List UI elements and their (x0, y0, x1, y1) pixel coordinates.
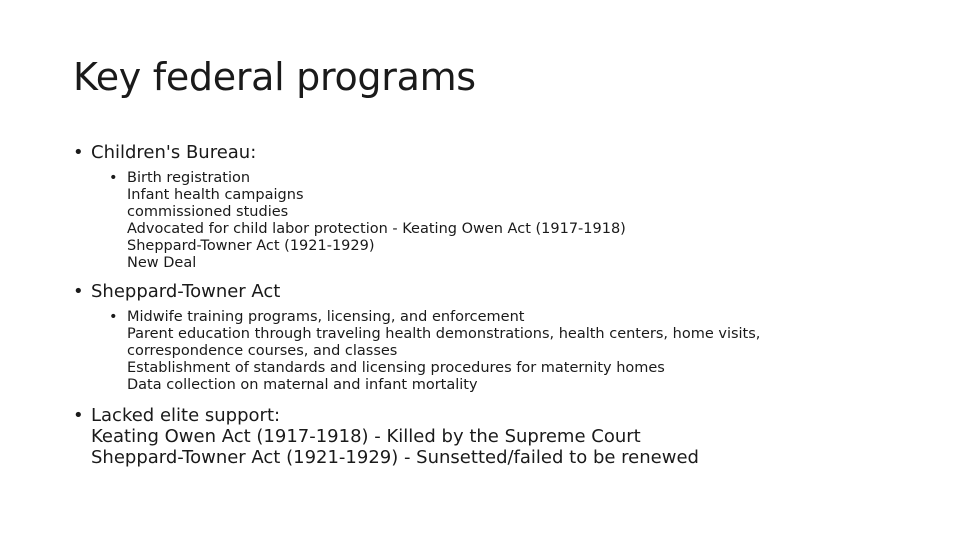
sub-line: Data collection on maternal and infant mortality (127, 377, 478, 393)
sub-line: Midwife training programs, licensing, and enforcement (127, 309, 525, 325)
bullet-dot: • (73, 405, 84, 426)
bullet-dot: • (109, 170, 118, 186)
bullet-heading: Lacked elite support: (91, 405, 281, 426)
sub-bullet-sheppard-towner (109, 309, 933, 394)
bullet-sheppard-towner (73, 281, 933, 302)
slide-body (73, 142, 933, 468)
sub-line: Parent education through traveling health demonstrations, health centers, home visits, (127, 326, 761, 342)
bullet-continuation: Keating Owen Act (1917-1918) - Killed by the Supreme Court (91, 426, 641, 447)
bullet-lacked-elite-support (73, 405, 933, 468)
sub-line: commissioned studies (127, 204, 289, 220)
sub-line: Infant health campaigns (127, 187, 304, 203)
sub-line: Sheppard-Towner Act (1921-1929) (127, 238, 375, 254)
sub-line: New Deal (127, 255, 197, 271)
sub-bullet-childrens-bureau (109, 170, 933, 272)
bullet-childrens-bureau (73, 142, 933, 163)
sub-line: Birth registration (127, 170, 251, 186)
bullet-heading: Children's Bureau: (91, 142, 257, 163)
slide-title: Key federal programs (73, 55, 476, 99)
bullet-dot: • (73, 281, 84, 302)
bullet-dot: • (73, 142, 84, 163)
bullet-continuation: Sheppard-Towner Act (1921-1929) - Sunsetted/failed to be renewed (91, 447, 699, 468)
sub-line: correspondence courses, and classes (127, 343, 398, 359)
sub-line: Establishment of standards and licensing procedures for maternity homes (127, 360, 665, 376)
bullet-heading: Sheppard-Towner Act (91, 281, 281, 302)
sub-line: Advocated for child labor protection - Keating Owen Act (1917-1918) (127, 221, 626, 237)
bullet-dot: • (109, 309, 118, 325)
